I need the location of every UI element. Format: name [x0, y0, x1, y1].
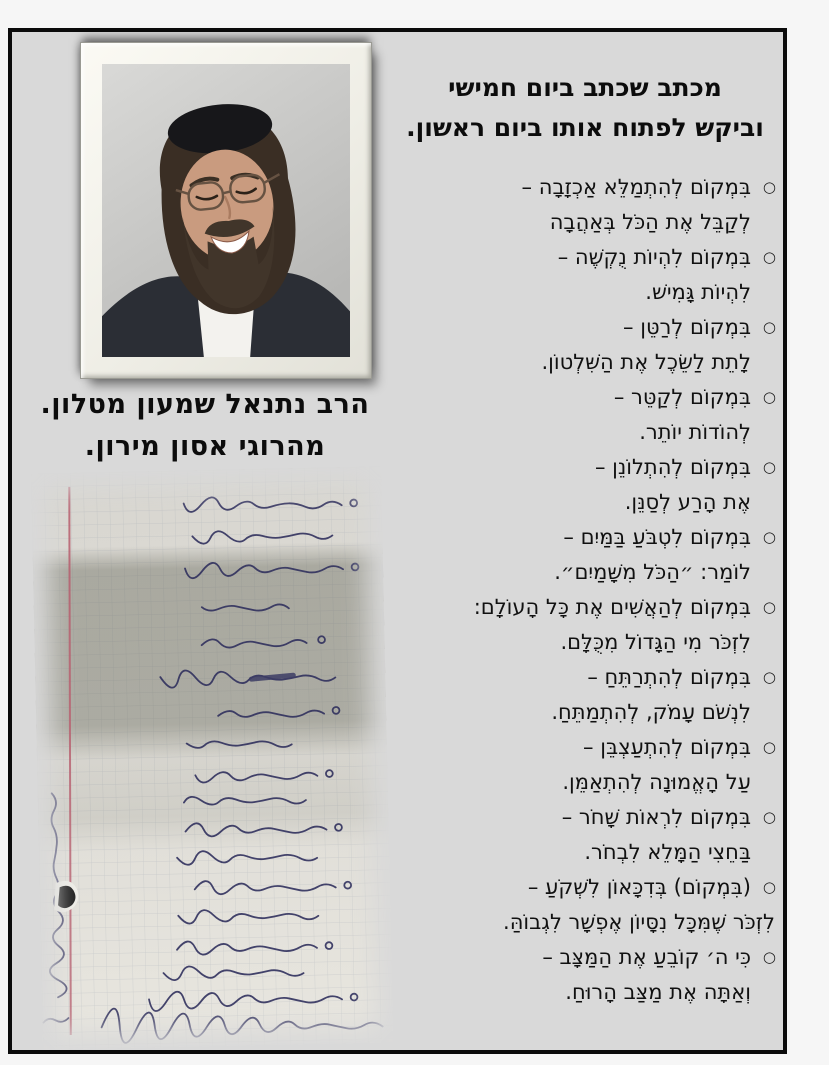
item-line2: לִזְכֹּר שֶׁמִּכָּל נִסָּיוֹן אֶפְשָׁר לִגְבוֹהַּ.	[503, 910, 775, 934]
letter-illustration	[31, 466, 393, 1049]
portrait-frame	[80, 42, 372, 379]
list-item	[391, 870, 779, 940]
list-item	[391, 240, 779, 310]
item-line1: בִּמְקוֹם לְרַטֵּן –	[623, 315, 751, 339]
title-line1: מכתב שכתב ביום חמישי	[448, 73, 722, 102]
item-line2: לְקַבֵּל אֶת הַכֹּל בְּאַהֲבָה	[549, 210, 751, 234]
list-item	[391, 310, 779, 380]
item-line2: לִזְכֹּר מִי הַגָּדוֹל מִכֻּלָּם.	[560, 630, 751, 654]
list-item	[391, 730, 779, 800]
list-item	[391, 520, 779, 590]
item-line2: וְאַתָּה אֶת מַצַּב הָרוּחַ.	[565, 980, 751, 1004]
list-item	[391, 940, 779, 1010]
circle-bullet-icon: ○	[762, 598, 776, 616]
item-line2: לוֹמַר: ״הַכֹּל מִשָּׁמַיִם״.	[554, 560, 751, 584]
list-item	[391, 660, 779, 730]
item-line2: לְהוֹדוֹת יוֹתֵר.	[639, 420, 751, 444]
item-line1: בִּמְקוֹם לִטְבֹּעַ בַּמַּיִם –	[563, 525, 751, 549]
item-line1: בִּמְקוֹם לְקַטֵּר –	[613, 385, 751, 409]
circle-bullet-icon: ○	[762, 388, 776, 406]
title-line2: וביקש לפתוח אותו ביום ראשון.	[406, 113, 764, 142]
instead-list	[391, 170, 779, 1010]
item-line1: (בִּמְקוֹם) בְּדִכָּאוֹן לִשְׁקֹעַ –	[527, 875, 751, 899]
item-line1: בִּמְקוֹם לְהִתְרַתֵּחַ –	[587, 665, 751, 689]
circle-bullet-icon: ○	[762, 878, 776, 896]
list-item	[391, 170, 779, 240]
item-line1: בִּמְקוֹם לְהִתְלוֹנֵן –	[594, 455, 751, 479]
item-line1: בִּמְקוֹם לְהִתְמַלֵּא אַכְזָבָה –	[521, 175, 751, 199]
item-line1: בִּמְקוֹם לְהַאֲשִׁים אֶת כָּל הָעוֹלָם:	[473, 595, 751, 619]
list-item	[391, 450, 779, 520]
circle-bullet-icon: ○	[762, 318, 776, 336]
caption-line1: הרב נתנאל שמעון מטלון.	[40, 389, 370, 420]
portrait-caption	[12, 384, 398, 468]
item-line1: בִּמְקוֹם לִרְאוֹת שָׁחֹר –	[561, 805, 751, 829]
handwritten-letter-photo	[31, 466, 393, 1049]
circle-bullet-icon: ○	[762, 808, 776, 826]
item-line2: בַּחֵצִי הַמָּלֵא לִבְחֹר.	[584, 840, 751, 864]
text-column	[391, 32, 779, 1010]
item-line1: כִּי ה׳ קוֹבֵעַ אֶת הַמַּצָּב –	[542, 945, 751, 969]
circle-bullet-icon: ○	[762, 738, 776, 756]
list-item	[391, 380, 779, 450]
item-line1: בִּמְקוֹם לִהְיוֹת נֻקְשֶׁה –	[557, 245, 751, 269]
item-line2: לִנְשֹׁם עָמֹק, לְהִתְמַתֵּחַ.	[551, 700, 751, 724]
item-line2: לָתֵת לַשֵּׂכֶל אֶת הַשִּׁלְטוֹן.	[541, 350, 751, 374]
bordered-panel	[8, 28, 787, 1054]
circle-bullet-icon: ○	[762, 458, 776, 476]
caption-line2: מהרוגי אסון מירון.	[84, 431, 326, 462]
portrait-photo	[102, 64, 350, 357]
item-line2: אֶת הָרַע לְסַנֵּן.	[624, 490, 751, 514]
item-line1: בִּמְקוֹם לְהִתְעַצְבֵּן –	[583, 735, 751, 759]
circle-bullet-icon: ○	[762, 528, 776, 546]
item-line2: עַל הָאֱמוּנָה לְהִתְאַמֵּן.	[562, 770, 751, 794]
circle-bullet-icon: ○	[762, 948, 776, 966]
circle-bullet-icon: ○	[762, 248, 776, 266]
item-line2: לִהְיוֹת גָּמִישׁ.	[645, 280, 751, 304]
circle-bullet-icon: ○	[762, 668, 776, 686]
list-item	[391, 590, 779, 660]
page-title	[391, 68, 779, 148]
list-item	[391, 800, 779, 870]
portrait-illustration	[102, 64, 350, 357]
circle-bullet-icon: ○	[762, 178, 776, 196]
